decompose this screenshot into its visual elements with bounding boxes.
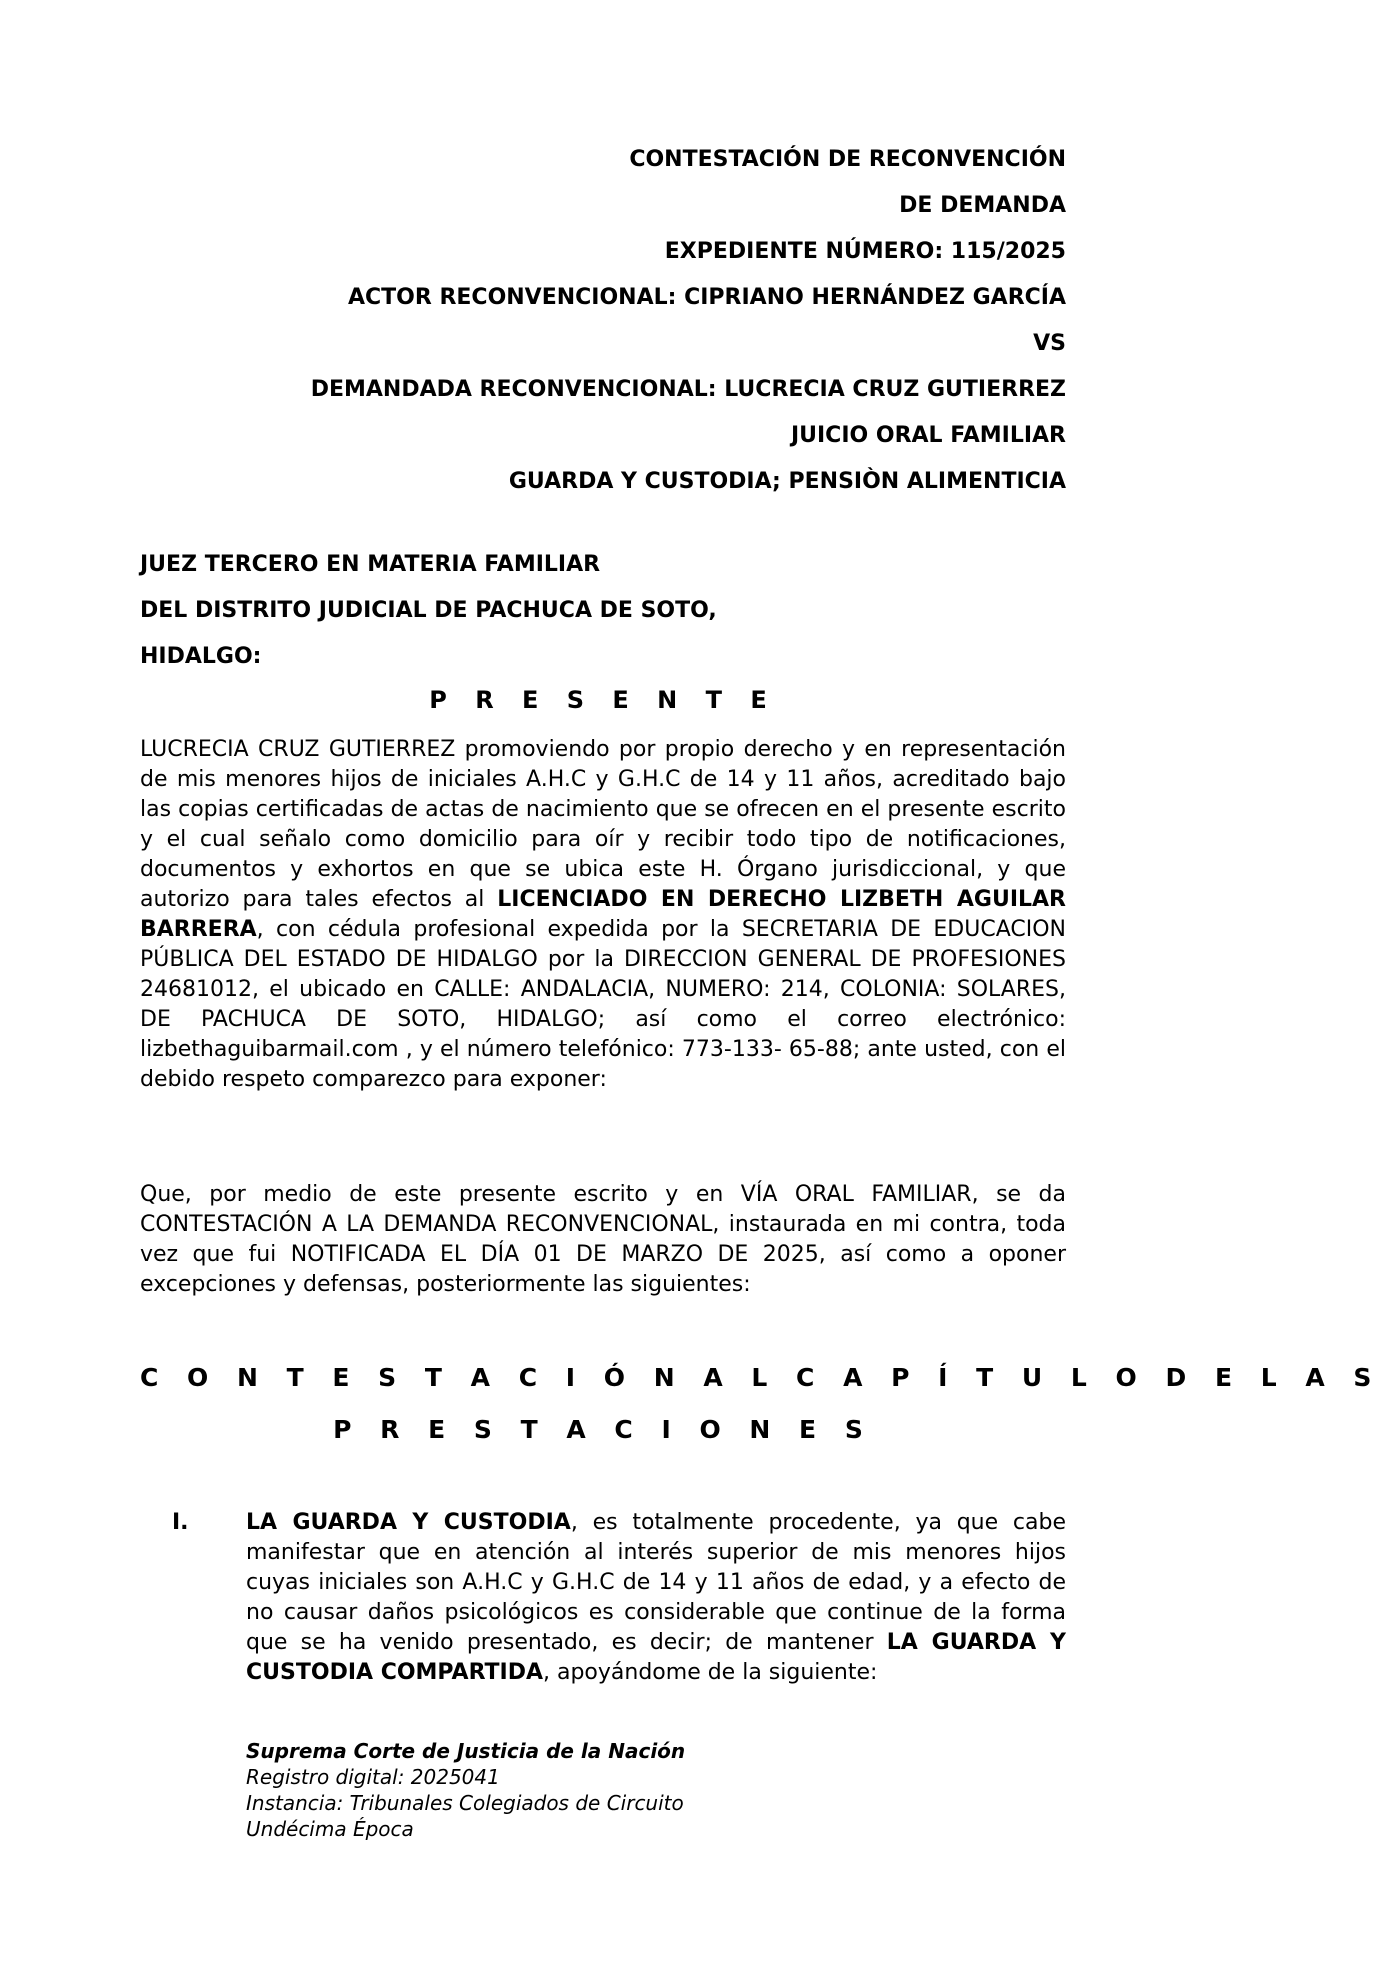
authorized-attorney: LICENCIADO EN DERECHO LIZBETH AGUILAR BARRERA <box>140 887 1066 942</box>
trial-type: JUICIO ORAL FAMILIAR <box>790 423 1066 448</box>
case-header <box>140 137 1066 505</box>
addressee-line-1: JUEZ TERCERO EN MATERIA FAMILIAR <box>140 552 601 577</box>
section-heading <box>140 1352 1381 1456</box>
addressee-line-3: HIDALGO: <box>140 644 262 669</box>
list-item-lead: LA GUARDA Y CUSTODIA <box>246 1510 571 1535</box>
case-subject: GUARDA Y CUSTODIA; PENSIÒN ALIMENTICIA <box>508 469 1066 494</box>
intro-text-a: LUCRECIA CRUZ GUTIERREZ promoviendo por propio derecho y en representación de mis menores hijos de iniciales A.H.C y G.H.C de 14 y 11 años, acreditado bajo las copias certificadas de actas de nacimiento que se ofrecen en el presente escrito y el cual señalo como domicilio para oír y recibir todo tipo de notificaciones, documentos y exhortos en que se ubica este H. Órgano jurisdiccional, y que autorizo para tales efectos al <box>140 737 1066 912</box>
versus-label: VS <box>1033 331 1066 356</box>
citation-instance: Instancia: Tribunales Colegiados de Circuito <box>246 1791 684 1815</box>
list-item-emphasis: LA GUARDA Y CUSTODIA COMPARTIDA <box>246 1630 1066 1685</box>
counterclaim-defendant: DEMANDADA RECONVENCIONAL: LUCRECIA CRUZ GUTIERREZ <box>310 377 1066 402</box>
citation-registry: Registro digital: 2025041 <box>246 1765 500 1789</box>
list-item-text-b: , apoyándome de la siguiente: <box>543 1660 878 1685</box>
header-title-line-2: DE DEMANDA <box>899 193 1066 218</box>
counterclaim-plaintiff: ACTOR RECONVENCIONAL: CIPRIANO HERNÁNDEZ GARCÍA <box>347 285 1066 310</box>
list-item-text-a: , es totalmente procedente, ya que cabe manifestar que en atención al interés superior de mis menores hijos cuyas iniciales son A.H.C y G.H.C de 14 y 11 años de edad, y a efecto de no causar daños psicológicos es considerable que continue de la forma que se ha venido presentado, es decir; de mantener <box>246 1510 1066 1655</box>
list-item-body <box>246 1508 1066 1688</box>
case-number: EXPEDIENTE NÚMERO: 115/2025 <box>664 239 1066 264</box>
jurisprudence-citation <box>246 1738 1066 1842</box>
intro-paragraph <box>140 735 1066 1095</box>
response-paragraph: Que, por medio de este presente escrito y en VÍA ORAL FAMILIAR, se da CONTESTACIÓN A LA DEMANDA RECONVENCIONAL, instaurada en mi contra, toda vez que fui NOTIFICADA EL DÍA 01 DE MARZO DE 2025, así como a oponer excepciones y defensas, posteriormente las siguientes: <box>140 1182 1066 1297</box>
header-title-line-1: CONTESTACIÓN DE RECONVENCIÓN <box>629 147 1066 172</box>
section-heading-line-2: P R E S T A C I O N E S <box>333 1415 873 1444</box>
addressee-line-2: DEL DISTRITO JUDICIAL DE PACHUCA DE SOTO, <box>140 598 717 623</box>
citation-title: Suprema Corte de Justicia de la Nación <box>246 1739 686 1763</box>
intro-text-b: , con cédula profesional expedida por la SECRETARIA DE EDUCACION PÚBLICA DEL ESTADO DE HIDALGO por la DIRECCION GENERAL DE PROFESIONES 24681012, el ubicado en CALLE: ANDALACIA, NUMERO: 214, COLONIA: SOLARES, DE PACHUCA DE SOTO, HIDALGO; así como el correo electrónico: lizbethaguibarmail.com , y el número telefónico: 773-133- 65-88; ante usted, con el debido respeto comparezco para exponer: <box>140 917 1066 1092</box>
list-item-number: I. <box>172 1510 189 1535</box>
section-heading-line-1: C O N T E S T A C I Ó N A L C A P Í T U L O D E L A S <box>140 1363 1381 1392</box>
citation-epoch: Undécima Época <box>246 1817 414 1841</box>
addressee-block <box>140 542 1066 680</box>
presente-heading: P R E S E N T E <box>429 686 777 714</box>
